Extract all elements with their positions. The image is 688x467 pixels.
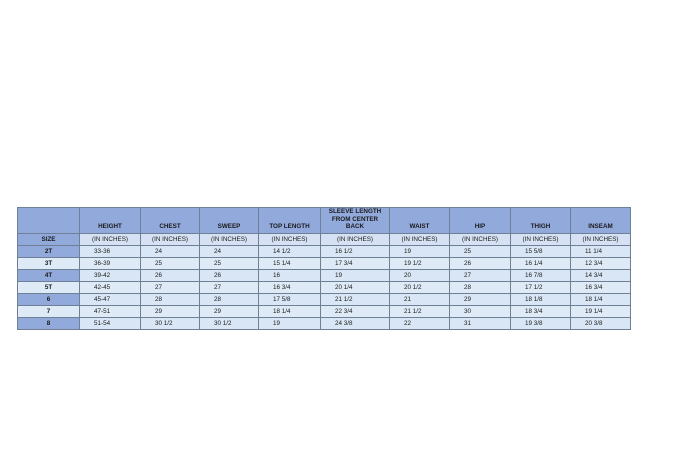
unit-label: (IN INCHES) [511,233,571,245]
measurement-cell: 20 [390,269,450,281]
unit-label: (IN INCHES) [390,233,450,245]
unit-label: (IN INCHES) [141,233,200,245]
unit-label: (IN INCHES) [200,233,259,245]
measurement-cell: 20 1/4 [321,281,390,293]
measurement-cell: 30 1/2 [200,317,259,329]
size-cell: 2T [18,245,80,257]
measurement-cell: 25 [200,257,259,269]
column-header: WAIST [390,208,450,234]
measurement-cell: 29 [450,293,511,305]
size-cell: 3T [18,257,80,269]
size-cell: 8 [18,317,80,329]
column-header: THIGH [511,208,571,234]
table-body [18,245,631,329]
measurement-cell: 28 [450,281,511,293]
unit-label: (IN INCHES) [321,233,390,245]
measurement-cell: 19 3/8 [511,317,571,329]
table-row [18,293,631,305]
measurement-cell: 51-54 [80,317,141,329]
size-column-label: SIZE [18,233,80,245]
measurement-cell: 14 1/2 [259,245,321,257]
measurement-cell: 24 [200,245,259,257]
measurement-cell: 19 [390,245,450,257]
measurement-cell: 25 [450,245,511,257]
measurement-cell: 26 [450,257,511,269]
measurement-cell: 47-51 [80,305,141,317]
measurement-cell: 17 1/2 [511,281,571,293]
measurement-cell: 19 1/2 [390,257,450,269]
size-cell: 7 [18,305,80,317]
measurement-cell: 18 1/4 [259,305,321,317]
measurement-cell: 16 7/8 [511,269,571,281]
measurement-cell: 22 [390,317,450,329]
measurement-cell: 27 [200,281,259,293]
measurement-cell: 26 [141,269,200,281]
measurement-cell: 24 [141,245,200,257]
column-header: HIP [450,208,511,234]
size-cell: 5T [18,281,80,293]
measurement-cell: 16 3/4 [259,281,321,293]
measurement-cell: 18 1/8 [511,293,571,305]
column-header: TOP LENGTH [259,208,321,234]
table-row [18,269,631,281]
column-header: SWEEP [200,208,259,234]
measurement-cell: 16 [259,269,321,281]
measurement-cell: 36-39 [80,257,141,269]
units-row [18,233,631,245]
measurement-cell: 28 [141,293,200,305]
column-header: CHEST [141,208,200,234]
measurement-cell: 20 3/8 [571,317,631,329]
measurement-cell: 19 1/4 [571,305,631,317]
size-chart-table [17,207,631,330]
measurement-cell: 19 [259,317,321,329]
measurement-cell: 16 3/4 [571,281,631,293]
measurement-cell: 22 3/4 [321,305,390,317]
measurement-cell: 15 1/4 [259,257,321,269]
measurement-cell: 18 3/4 [511,305,571,317]
measurement-cell: 45-47 [80,293,141,305]
table-row [18,281,631,293]
measurement-cell: 24 3/8 [321,317,390,329]
table-row [18,317,631,329]
unit-label: (IN INCHES) [80,233,141,245]
measurement-cell: 20 1/2 [390,281,450,293]
measurement-cell: 29 [141,305,200,317]
measurement-cell: 42-45 [80,281,141,293]
measurement-cell: 16 1/4 [511,257,571,269]
column-header: INSEAM [571,208,631,234]
header-row [18,208,631,234]
table-row [18,245,631,257]
size-cell: 6 [18,293,80,305]
measurement-cell: 39-42 [80,269,141,281]
measurement-cell: 27 [141,281,200,293]
measurement-cell: 30 1/2 [141,317,200,329]
measurement-cell: 14 3/4 [571,269,631,281]
size-chart-container [17,207,630,330]
measurement-cell: 21 [390,293,450,305]
measurement-cell: 25 [141,257,200,269]
header-corner [18,208,80,234]
measurement-cell: 21 1/2 [321,293,390,305]
measurement-cell: 17 5/8 [259,293,321,305]
unit-label: (IN INCHES) [571,233,631,245]
measurement-cell: 18 1/4 [571,293,631,305]
measurement-cell: 15 5/8 [511,245,571,257]
measurement-cell: 27 [450,269,511,281]
measurement-cell: 16 1/2 [321,245,390,257]
unit-label: (IN INCHES) [450,233,511,245]
measurement-cell: 28 [200,293,259,305]
size-cell: 4T [18,269,80,281]
measurement-cell: 31 [450,317,511,329]
measurement-cell: 11 1/4 [571,245,631,257]
column-header: HEIGHT [80,208,141,234]
measurement-cell: 30 [450,305,511,317]
table-row [18,305,631,317]
measurement-cell: 33-36 [80,245,141,257]
measurement-cell: 21 1/2 [390,305,450,317]
table-row [18,257,631,269]
column-header: SLEEVE LENGTH FROM CENTER BACK [321,208,390,234]
measurement-cell: 29 [200,305,259,317]
measurement-cell: 26 [200,269,259,281]
measurement-cell: 17 3/4 [321,257,390,269]
measurement-cell: 19 [321,269,390,281]
measurement-cell: 12 3/4 [571,257,631,269]
unit-label: (IN INCHES) [259,233,321,245]
